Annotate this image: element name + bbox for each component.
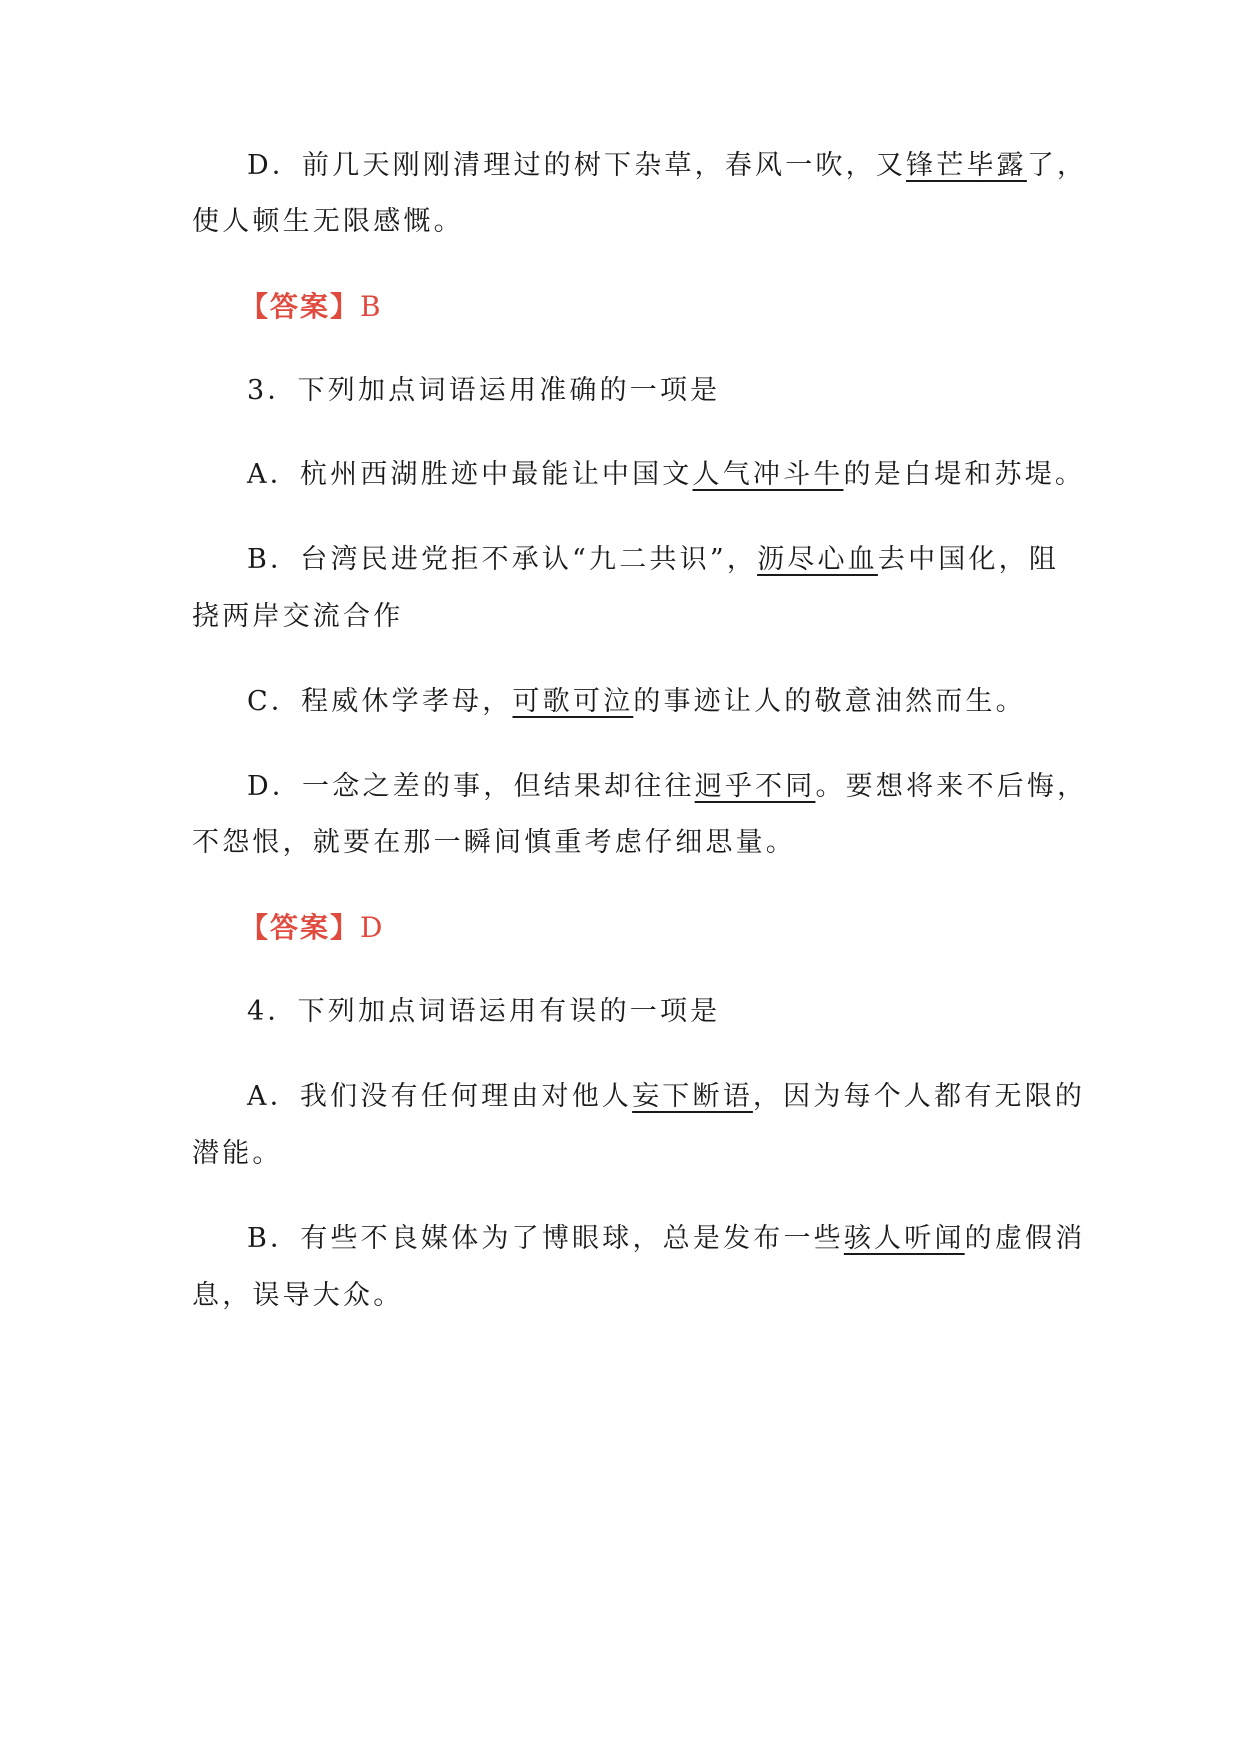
answer-label: 【答案】 [240, 290, 361, 323]
q2-option-d-suffix: 了， [1026, 150, 1088, 181]
q4-option-a [192, 1077, 1107, 1117]
q2-option-d-line2: 使人顿生无限感慨。 [192, 206, 464, 237]
q3-option-d [192, 767, 1107, 807]
q4-option-b-line2: 息，误导大众。 [192, 1280, 404, 1311]
q4-option-b-term: 骇人听闻 [843, 1223, 965, 1254]
q3-option-a-prefix: A．杭州西湖胜迹中最能让中国文 [247, 459, 693, 490]
q2-option-d-term: 锋芒毕露 [906, 150, 1027, 181]
q3-option-a-term: 人气冲斗牛 [692, 459, 844, 490]
q3-option-d-line2: 不怨恨，就要在那一瞬间慎重考虑仔细思量。 [192, 827, 796, 858]
answer-value: D [360, 911, 385, 944]
q3-option-c-suffix: 的事迹让人的敬意油然而生。 [633, 686, 1026, 717]
q3-option-d-term: 迥乎不同 [694, 771, 816, 802]
answer-label: 【答案】 [240, 911, 361, 944]
q4-stem: 4．下列加点词语运用有误的一项是 [247, 996, 721, 1027]
q2-answer [240, 287, 383, 327]
q2-option-d-prefix: D．前几天刚刚清理过的树下杂草，春风一吹，又 [247, 150, 907, 181]
q3-option-a [192, 455, 1107, 495]
q4-option-a-prefix: A．我们没有任何理由对他人 [247, 1081, 633, 1112]
q4-option-b-suffix: 的虚假消 [964, 1223, 1086, 1254]
q3-option-b-suffix: 去中国化，阻 [877, 544, 1060, 575]
q4-option-a-line2: 潜能。 [192, 1138, 283, 1169]
q3-option-a-suffix: 的是白堤和苏堤。 [843, 459, 1086, 490]
q3-option-b-prefix: B．台湾民进党拒不承认“九二共识”， [247, 544, 758, 575]
q4-option-b-prefix: B．有些不良媒体为了博眼球，总是发布一些 [247, 1223, 844, 1254]
q3-option-c [192, 682, 1107, 722]
q3-option-c-prefix: C．程威休学孝母， [247, 686, 513, 717]
q3-option-b-line2: 挠两岸交流合作 [192, 601, 404, 632]
q3-answer [240, 908, 384, 948]
answer-value: B [360, 290, 383, 323]
q3-option-b-term: 沥尽心血 [757, 544, 878, 575]
q4-option-a-term: 妄下断语 [632, 1081, 753, 1112]
q3-option-b [192, 540, 1107, 580]
q3-option-c-term: 可歌可泣 [512, 686, 634, 717]
q3-stem: 3．下列加点词语运用准确的一项是 [247, 375, 721, 406]
q3-option-d-prefix: D．一念之差的事，但结果却往往 [247, 771, 695, 802]
q3-option-d-suffix: 。要想将来不后悔， [815, 771, 1088, 802]
q2-option-d [192, 146, 1107, 186]
q4-option-b [192, 1219, 1107, 1259]
q4-option-a-suffix: ，因为每个人都有无限的 [752, 1081, 1086, 1112]
